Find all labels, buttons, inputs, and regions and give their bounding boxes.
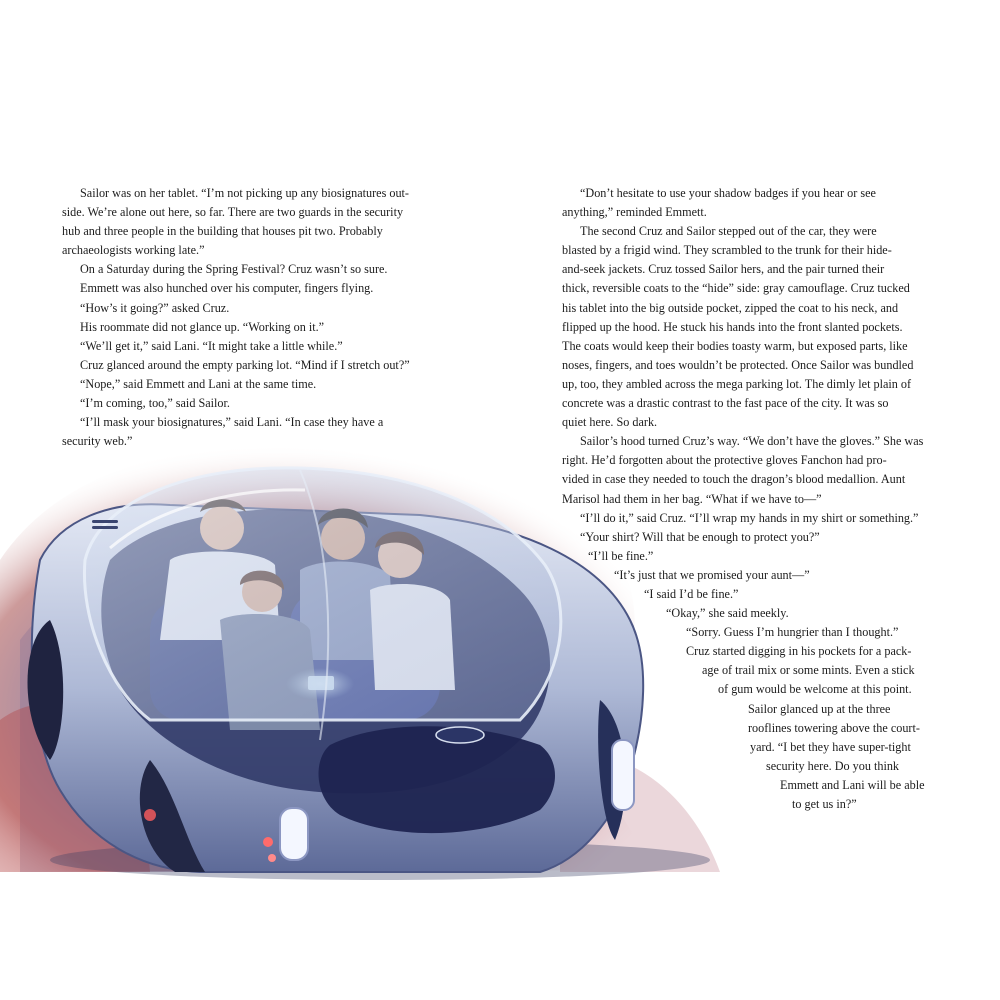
text-line: “Your shirt? Will that be enough to protect you?”: [580, 529, 820, 544]
left-page-text: [62, 184, 410, 451]
text-line: Sailor was on her tablet. “I’m not picking up any biosignatures out-: [80, 186, 409, 200]
text-line: “It’s just that we promised your aunt—”: [614, 567, 810, 582]
text-line: His roommate did not glance up. “Working on it.”: [80, 319, 325, 334]
text-line: “I’ll do it,” said Cruz. “I’ll wrap my hands in my shirt or something.”: [580, 510, 919, 525]
text-line: Marisol had them in her bag. “What if we have to—”: [562, 491, 822, 506]
text-line: vided in case they needed to touch the dragon’s blood medallion. Aunt: [562, 472, 906, 487]
text-line: thick, reversible coats to the “hide” side: gray camouflage. Cruz tucked: [562, 281, 910, 296]
text-line: hub and three people in the building that houses pit two. Probably: [62, 224, 383, 239]
text-line: age of trail mix or some mints. Even a stick: [702, 663, 915, 678]
text-line: blasted by a frigid wind. They scrambled to the trunk for their hide-: [562, 243, 892, 258]
text-line: right. He’d forgotten about the protective gloves Fanchon had pro-: [562, 453, 887, 468]
text-line: rooflines towering above the court-: [748, 720, 920, 735]
text-line: Sailor’s hood turned Cruz’s way. “We don’t have the gloves.” She was: [580, 434, 924, 449]
right-page-text: [562, 184, 925, 814]
text-line: Emmett and Lani will be able: [780, 777, 925, 792]
text-line: “We’ll get it,” said Lani. “It might take a little while.”: [80, 338, 343, 353]
text-line: “How’s it going?” asked Cruz.: [80, 300, 230, 315]
text-line: side. We’re alone out here, so far. There are two guards in the security: [62, 205, 404, 220]
text-line: archaeologists working late.”: [62, 243, 205, 258]
text-line: quiet here. So dark.: [562, 415, 658, 430]
text-line: yard. “I bet they have super-tight: [750, 739, 911, 754]
text-line: noses, fingers, and toes wouldn’t be protected. Once Sailor was bundled: [562, 357, 914, 372]
text-line: up, too, they ambled across the mega parking lot. The dimly let plain of: [562, 376, 912, 391]
text-line: concrete was a drastic contrast to the fast pace of the city. It was so: [562, 396, 889, 411]
text-line: to get us in?”: [792, 797, 857, 811]
text-line: security here. Do you think: [766, 758, 900, 773]
text-line: Sailor glanced up at the three: [748, 701, 891, 716]
text-line: “I’ll be fine.”: [588, 548, 654, 563]
text-line: The second Cruz and Sailor stepped out of the car, they were: [580, 224, 877, 239]
text-line: Emmett was also hunched over his computer, fingers flying.: [80, 281, 374, 296]
text-line: “Sorry. Guess I’m hungrier than I thought.”: [686, 625, 899, 640]
text-line: of gum would be welcome at this point.: [718, 682, 912, 697]
text-line: The coats would keep their bodies toasty warm, but exposed parts, like: [562, 338, 908, 353]
text-line: “I said I’d be fine.”: [644, 586, 739, 601]
text-line: flipped up the hood. He stuck his hands into the front slanted pockets.: [562, 319, 903, 334]
text-line: “Nope,” said Emmett and Lani at the same time.: [80, 376, 317, 391]
text-line: anything,” reminded Emmett.: [562, 205, 707, 220]
text-line: his tablet into the big outside pocket, zipped the coat to his neck, and: [562, 300, 899, 315]
text-line: Cruz started digging in his pockets for a pack-: [686, 644, 912, 659]
text-line: security web.”: [62, 434, 133, 449]
text-line: Cruz glanced around the empty parking lot. “Mind if I stretch out?”: [80, 357, 410, 372]
text-line: “I’m coming, too,” said Sailor.: [80, 396, 230, 411]
text-line: “Don’t hesitate to use your shadow badges if you hear or see: [580, 186, 876, 200]
text-line: “Okay,” she said meekly.: [666, 606, 789, 621]
text-line: and-seek jackets. Cruz tossed Sailor hers, and the pair turned their: [562, 262, 885, 277]
text-line: “I’ll mask your biosignatures,” said Lani. “In case they have a: [80, 415, 384, 430]
text-line: On a Saturday during the Spring Festival? Cruz wasn’t so sure.: [80, 262, 388, 277]
